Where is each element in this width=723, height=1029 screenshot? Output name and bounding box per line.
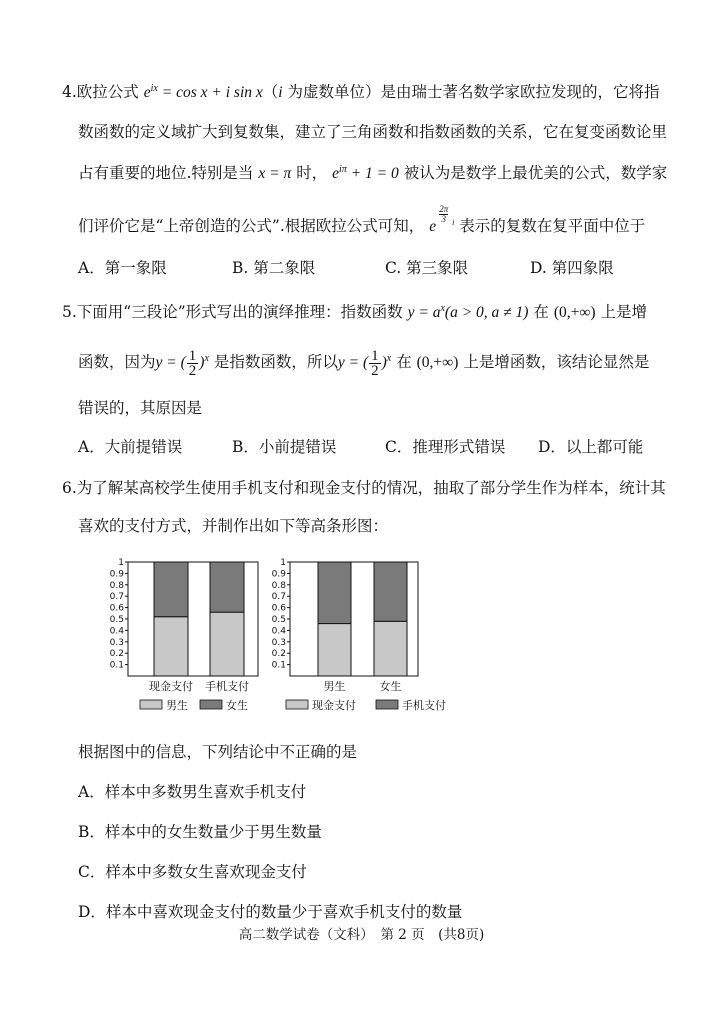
page-footer: 高二数学试卷（文科） 第 2 页 (共8页) xyxy=(238,927,485,943)
euler-formula: $e^{ix} = \cos x + i$ sin x xyxy=(143,82,263,101)
q5-choice-a: A．大前提错误 xyxy=(78,438,183,456)
q6-choice-b: B．样本中的女生数量少于男生数量 xyxy=(78,823,322,841)
x-category-label: 男生 xyxy=(323,680,346,693)
y-tick-label: 0.3 xyxy=(109,637,124,648)
y-tick-label: 0.9 xyxy=(109,569,124,580)
y-tick-label: 0.5 xyxy=(109,615,124,625)
legend-swatch xyxy=(140,700,162,709)
q5-number: 5. xyxy=(62,303,77,321)
legend-swatch xyxy=(200,700,222,709)
x-category-label: 女生 xyxy=(379,680,402,693)
q4-line1: 4.欧拉公式 $e^{ix} = \cos x + i$ sin x（i 为虚数单位）是由瑞士著名数学家欧拉发现的，它将指 xyxy=(62,82,660,101)
bar-segment xyxy=(318,562,351,624)
bar-charts-figure xyxy=(100,550,490,720)
y-tick-label: 0.2 xyxy=(271,649,286,660)
y-tick-label: 0.8 xyxy=(109,580,124,591)
y-tick-label: 0.8 xyxy=(271,580,286,591)
q4-choice-d: D. 第四象限 xyxy=(530,259,614,277)
legend-label: 手机支付 xyxy=(402,699,446,712)
y-tick-label: 0.2 xyxy=(109,649,124,660)
y-tick-label: 0.5 xyxy=(271,615,286,625)
bar-segment xyxy=(154,562,188,617)
y-tick-label: 0.6 xyxy=(109,603,124,614)
bar-segment xyxy=(318,624,351,676)
q5-line1: 5.下面用“三段论”形式写出的演绎推理：指数函数 $y = a^x(a > 0$, a ≠ 1) 在 (0,+∞) 上是增 xyxy=(62,302,648,321)
q4-choice-a: A．第一象限 xyxy=(78,259,167,277)
q6-choice-c: C．样本中多数女生喜欢现金支付 xyxy=(78,863,307,881)
q6-choice-a: A．样本中多数男生喜欢手机支付 xyxy=(78,783,307,801)
q4-choice-c: C. 第三象限 xyxy=(385,259,469,277)
y-tick-label: 0.7 xyxy=(271,592,286,603)
q4-line2: 数函数的定义域扩大到复数集，建立了三角函数和指数函数的关系，它在复变函数论里 xyxy=(78,123,668,141)
chart-by-gender xyxy=(272,558,446,712)
q4-line3: 占有重要的地位.特别是当 x = π 时， $e^{i\pi} + 1 = 0$ 被认为是数学上最优美的公式，数学家 xyxy=(78,163,668,182)
y-tick-label: 0.7 xyxy=(109,592,124,603)
q6-choice-d: D．样本中喜欢现金支付的数量少于喜欢手机支付的数量 xyxy=(78,903,463,921)
y-tick-label: 0.9 xyxy=(271,569,286,580)
q6-line2: 喜欢的支付方式，并制作出如下等高条形图： xyxy=(78,517,389,535)
y-tick-label: 0.1 xyxy=(109,660,124,671)
q5-line3: 错误的，其原因是 xyxy=(78,399,203,417)
q6-line1: 6.为了解某高校学生使用手机支付和现金支付的情况，抽取了部分学生作为样本，统计其 xyxy=(62,479,666,497)
y-tick-label: 0.1 xyxy=(271,660,286,671)
q5-line2: 函数，因为y = ( $\frac{1}{2}$ )$^x$ 是指数函数，所以y = ( $\frac{1}{2}$ )$^x$ 在 (0,+∞) 上是增函数，该结论显然是 xyxy=(78,347,650,379)
y-tick-label: 0.4 xyxy=(271,626,286,637)
q4-choice-b: B. 第二象限 xyxy=(232,259,316,277)
legend-swatch xyxy=(286,700,308,709)
bar-segment xyxy=(374,621,407,676)
q4-line4: 们评价它是“上帝创造的公式”.根据欧拉公式可知， e 2π 3 $^i$ 表示的复数在复平面中位于 xyxy=(78,204,646,235)
x-category-label: 现金支付 xyxy=(149,680,193,693)
q4-number: 4. xyxy=(62,83,77,101)
y-tick-label: 0.3 xyxy=(271,637,286,648)
legend-label: 女生 xyxy=(226,699,248,712)
q5-choice-d: D．以上都可能 xyxy=(538,438,644,456)
x-category-label: 手机支付 xyxy=(205,680,249,693)
bar-segment xyxy=(154,617,188,676)
q5-choice-c: C．推理形式错误 xyxy=(385,438,506,456)
legend-swatch xyxy=(376,700,398,709)
q5-choice-b: B．小前提错误 xyxy=(232,438,337,456)
y-tick-label: 0.6 xyxy=(271,603,286,614)
bar-segment xyxy=(374,562,407,621)
bar-segment xyxy=(210,612,244,676)
q6-number: 6. xyxy=(62,479,77,497)
y-tick-label: 1 xyxy=(118,558,124,568)
y-tick-label: 1 xyxy=(280,558,286,568)
chart-by-payment xyxy=(110,558,258,712)
y-tick-label: 0.4 xyxy=(109,626,124,637)
legend-label: 男生 xyxy=(166,699,188,712)
legend-label: 现金支付 xyxy=(312,699,356,712)
q6-stem: 根据图中的信息，下列结论中不正确的是 xyxy=(78,743,358,761)
bar-segment xyxy=(210,562,244,612)
